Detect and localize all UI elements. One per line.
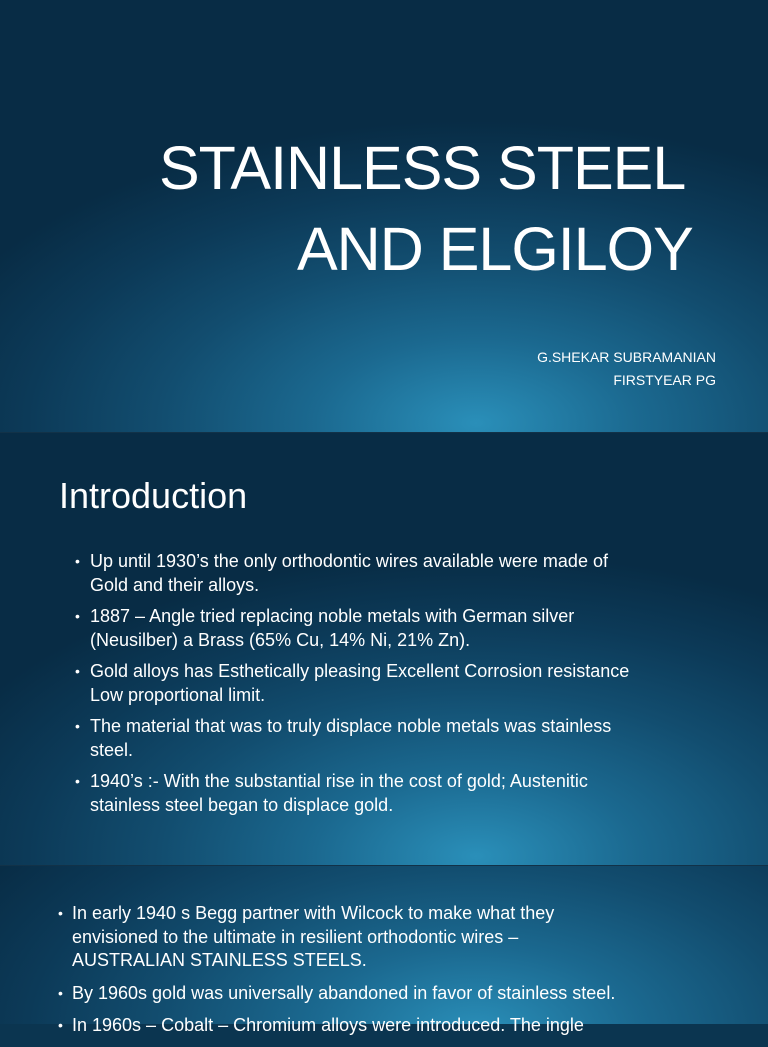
bullet-icon: •	[75, 663, 80, 679]
list-item-line: Low proportional limit.	[90, 684, 266, 705]
list-item-line: In early 1940 s Begg partner with Wilcock to make what they	[72, 903, 555, 923]
list-item-line: stainless steel began to displace gold.	[90, 794, 394, 815]
list-item	[75, 660, 710, 707]
bullet-icon: •	[75, 553, 80, 569]
slide-title-line-1: STAINLESS STEEL	[159, 134, 686, 202]
list-item	[58, 982, 732, 1006]
list-item-line: envisioned to the ultimate in resilient orthodontic wires –	[72, 926, 519, 947]
list-item	[58, 1014, 732, 1038]
bullet-list	[58, 902, 732, 1047]
list-item	[75, 715, 710, 762]
bullet-icon: •	[75, 773, 80, 789]
list-item-line: Up until 1930’s the only orthodontic wires available were made of	[90, 551, 608, 571]
slide-heading: Introduction	[59, 475, 248, 516]
bullet-icon: •	[58, 984, 63, 1001]
bullet-icon: •	[58, 905, 63, 921]
title-slide	[0, 0, 768, 432]
list-item-line: Gold alloys has Esthetically pleasing Excellent Corrosion resistance	[90, 661, 630, 681]
bullet-icon: •	[58, 1017, 63, 1033]
list-item-line: By 1960s gold was universally abandoned in favor of stainless steel.	[72, 982, 616, 1003]
list-item-line: (Neusilber) a Brass (65% Cu, 14% Ni, 21% Zn).	[90, 629, 471, 650]
list-item-line: 1940’s :- With the substantial rise in the cost of gold; Austenitic	[90, 771, 588, 791]
author-role: FIRSTYEAR PG	[613, 372, 716, 388]
list-item	[75, 770, 710, 817]
list-item-line: steel.	[90, 739, 134, 760]
list-item-line: 1887 – Angle tried replacing noble metals with German silver	[90, 606, 575, 626]
slide-subtitle	[537, 346, 716, 392]
list-item	[58, 902, 732, 973]
list-item-line: AUSTRALIAN STAINLESS STEELS.	[72, 950, 367, 970]
author-name: G.SHEKAR SUBRAMANIAN	[537, 349, 716, 365]
list-item	[75, 605, 710, 652]
list-item	[75, 550, 710, 597]
list-item-line: The material that was to truly displace noble metals was stainless	[90, 716, 612, 736]
list-item-line: In 1960s – Cobalt – Chromium alloys were introduced. The ingle	[72, 1015, 584, 1035]
list-item-line: Gold and their alloys.	[90, 574, 260, 595]
bullet-list	[75, 550, 710, 825]
introduction-slide	[0, 433, 768, 865]
history-slide	[0, 866, 768, 1035]
bullet-icon: •	[75, 608, 80, 624]
slide-title-line-2: AND ELGILOY	[297, 215, 693, 283]
bullet-icon: •	[75, 718, 80, 734]
